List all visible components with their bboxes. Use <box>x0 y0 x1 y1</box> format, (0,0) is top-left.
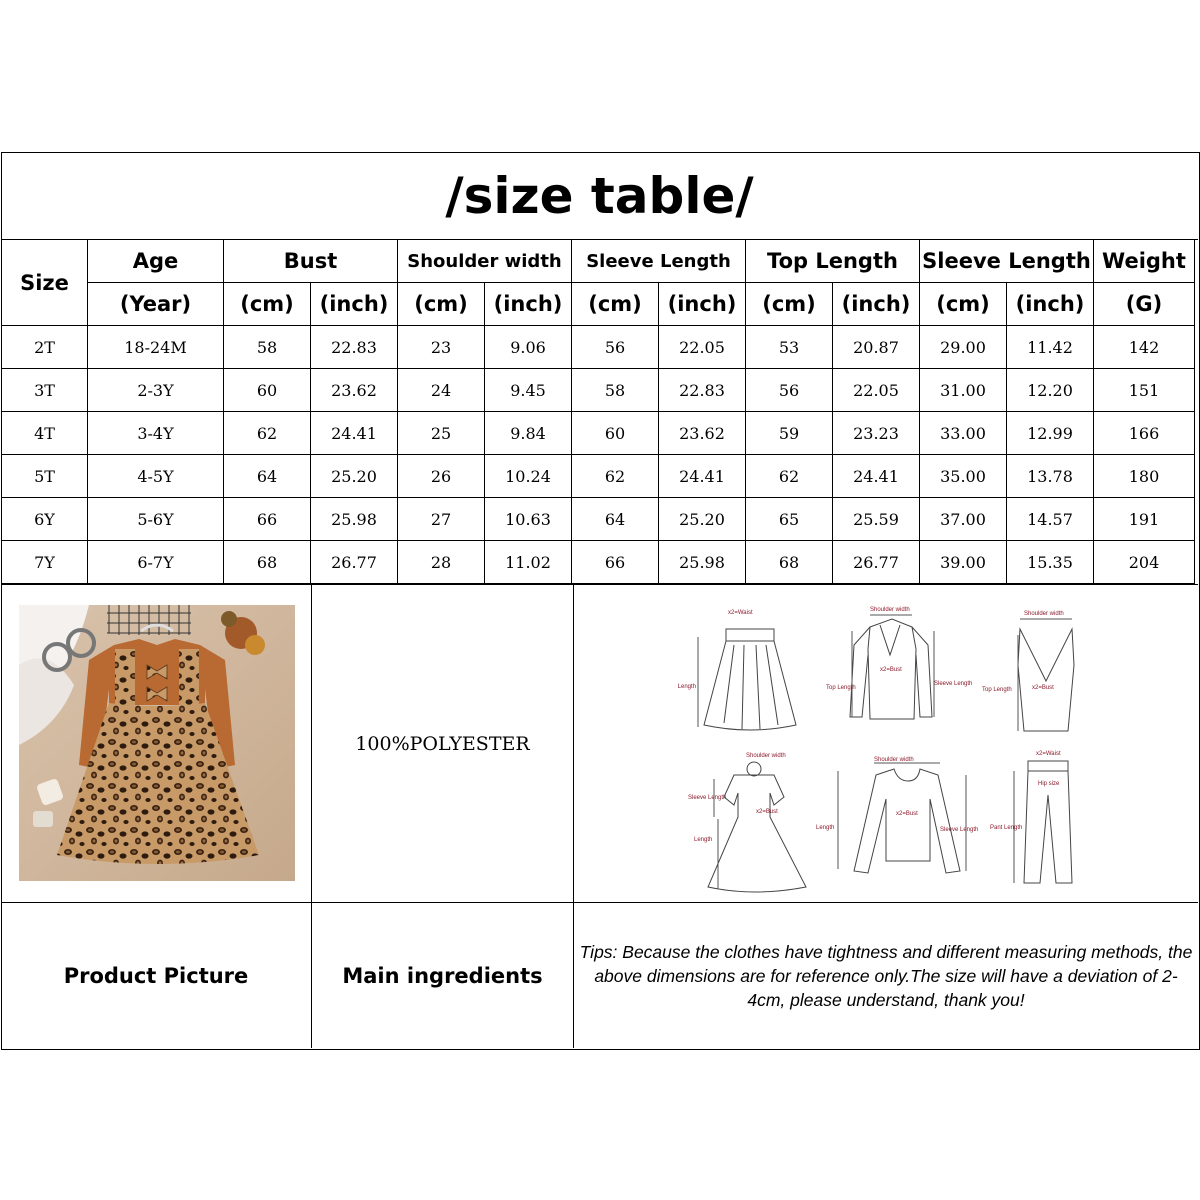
sleeve-length-header: Sleeve Length <box>572 240 746 283</box>
table-cell: 15.35 <box>1007 541 1094 584</box>
table-cell: 180 <box>1094 455 1195 498</box>
table-cell: 59 <box>746 412 833 455</box>
pants-hip-label: Hip size <box>1038 781 1060 787</box>
material-text: 100%POLYESTER <box>355 732 530 755</box>
skirt-waist-label: x2=Waist <box>728 610 753 616</box>
table-cell: 9.45 <box>485 369 572 412</box>
table-cell: 24.41 <box>311 412 398 455</box>
sweater-length-label: Length <box>816 825 835 831</box>
table-cell: 11.42 <box>1007 326 1094 369</box>
table-cell: 11.02 <box>485 541 572 584</box>
table-cell: 166 <box>1094 412 1195 455</box>
jacket-top-length-label: Top Length <box>826 685 856 691</box>
sleeve-2-inch-unit: (inch) <box>1007 283 1094 326</box>
table-cell: 26.77 <box>833 541 920 584</box>
measurement-diagram-cell <box>573 584 1198 902</box>
sleeve-2-cm-unit: (cm) <box>920 283 1007 326</box>
table-cell: 23.23 <box>833 412 920 455</box>
top-length-inch-unit: (inch) <box>833 283 920 326</box>
skirt-length-label: Length <box>677 684 696 690</box>
header-row-units <box>2 283 1195 326</box>
top-length-header: Top Length <box>746 240 920 283</box>
table-cell: 10.63 <box>485 498 572 541</box>
table-cell: 58 <box>224 326 311 369</box>
table-cell: 191 <box>1094 498 1195 541</box>
table-cell: 6-7Y <box>88 541 224 584</box>
table-cell: 204 <box>1094 541 1195 584</box>
table-cell: 66 <box>572 541 659 584</box>
table-cell: 24.41 <box>833 455 920 498</box>
table-cell: 12.20 <box>1007 369 1094 412</box>
table-cell: 29.00 <box>920 326 1007 369</box>
measurement-diagram <box>574 585 1199 903</box>
bust-header: Bust <box>224 240 398 283</box>
pants-waist-label: x2=Waist <box>1036 751 1061 757</box>
bust-cm-unit: (cm) <box>224 283 311 326</box>
jacket-bust-label: x2=Bust <box>880 667 902 673</box>
product-photo-cell <box>1 584 311 902</box>
table-cell: 26.77 <box>311 541 398 584</box>
sleeve-cm-unit: (cm) <box>572 283 659 326</box>
table-cell: 2-3Y <box>88 369 224 412</box>
table-cell: 68 <box>224 541 311 584</box>
table-cell: 9.84 <box>485 412 572 455</box>
table-cell: 25 <box>398 412 485 455</box>
dress-length-label: Length <box>694 837 713 843</box>
table-cell: 151 <box>1094 369 1195 412</box>
table-cell: 60 <box>572 412 659 455</box>
jacket-shoulder-label: Shoulder width <box>870 607 910 613</box>
vest-bust-label: x2=Bust <box>1032 685 1054 691</box>
table-cell: 3-4Y <box>88 412 224 455</box>
table-cell: 56 <box>572 326 659 369</box>
table-cell: 25.20 <box>659 498 746 541</box>
dress-shoulder-label: Shoulder width <box>746 753 786 759</box>
pants-length-label: Pant Length <box>990 825 1023 831</box>
jacket-sleeve-label: Sleeve Length <box>934 681 973 687</box>
table-cell: 62 <box>224 412 311 455</box>
table-cell: 37.00 <box>920 498 1007 541</box>
weight-header: Weight <box>1094 240 1195 283</box>
top-length-cm-unit: (cm) <box>746 283 833 326</box>
table-cell: 5-6Y <box>88 498 224 541</box>
material-cell <box>311 584 573 902</box>
bust-inch-unit: (inch) <box>311 283 398 326</box>
table-cell: 13.78 <box>1007 455 1094 498</box>
skirt-diagram <box>698 629 796 730</box>
table-cell: 25.20 <box>311 455 398 498</box>
info-section <box>1 584 1198 1048</box>
table-cell: 33.00 <box>920 412 1007 455</box>
table-cell: 68 <box>746 541 833 584</box>
table-cell: 25.98 <box>311 498 398 541</box>
table-cell: 12.99 <box>1007 412 1094 455</box>
size-table <box>1 239 1195 584</box>
table-cell: 3T <box>2 369 88 412</box>
main-ingredients-label: Main ingredients <box>311 902 573 1048</box>
sweater-shoulder-label: Shoulder width <box>874 757 914 763</box>
table-cell: 31.00 <box>920 369 1007 412</box>
table-cell: 65 <box>746 498 833 541</box>
table-cell: 23.62 <box>659 412 746 455</box>
table-cell: 24.41 <box>659 455 746 498</box>
table-cell: 58 <box>572 369 659 412</box>
table-row <box>2 369 1195 412</box>
table-cell: 10.24 <box>485 455 572 498</box>
sleeve-inch-unit: (inch) <box>659 283 746 326</box>
size-table-body <box>2 326 1195 584</box>
table-cell: 23 <box>398 326 485 369</box>
table-row <box>2 541 1195 584</box>
size-chart-sheet <box>0 152 1200 1050</box>
table-cell: 23.62 <box>311 369 398 412</box>
sweater-sleeve-label: Sleeve Length <box>940 827 979 833</box>
vest-diagram <box>1018 619 1074 731</box>
sweater-diagram <box>838 763 966 873</box>
table-cell: 56 <box>746 369 833 412</box>
table-row <box>2 498 1195 541</box>
table-cell: 22.83 <box>659 369 746 412</box>
chart-title: /size table/ <box>1 152 1198 240</box>
table-cell: 25.98 <box>659 541 746 584</box>
dress-diagram <box>708 762 806 892</box>
table-cell: 5T <box>2 455 88 498</box>
table-cell: 64 <box>572 498 659 541</box>
age-header: Age <box>88 240 224 283</box>
table-cell: 62 <box>746 455 833 498</box>
table-cell: 27 <box>398 498 485 541</box>
tips-note: Tips: Because the clothes have tightness and different measuring methods, the above dimensions are for reference only.The size will have a deviation of 2-4cm, please understand, thank you! <box>573 902 1198 1048</box>
table-cell: 62 <box>572 455 659 498</box>
table-cell: 22.05 <box>659 326 746 369</box>
table-row <box>2 412 1195 455</box>
table-cell: 28 <box>398 541 485 584</box>
weight-unit: (G) <box>1094 283 1195 326</box>
table-cell: 35.00 <box>920 455 1007 498</box>
shoulder-width-header: Shoulder width <box>398 240 572 283</box>
table-cell: 24 <box>398 369 485 412</box>
table-cell: 64 <box>224 455 311 498</box>
table-cell: 22.83 <box>311 326 398 369</box>
table-cell: 26 <box>398 455 485 498</box>
header-row-labels <box>2 240 1195 283</box>
table-cell: 66 <box>224 498 311 541</box>
table-cell: 9.06 <box>485 326 572 369</box>
table-cell: 25.59 <box>833 498 920 541</box>
sleeve-length-2-header: Sleeve Length <box>920 240 1094 283</box>
table-cell: 4T <box>2 412 88 455</box>
dress-sleeve-label: Sleeve Length <box>688 795 727 801</box>
product-picture-label: Product Picture <box>1 902 311 1048</box>
vest-shoulder-label: Shoulder width <box>1024 611 1064 617</box>
shoulder-inch-unit: (inch) <box>485 283 572 326</box>
table-cell: 20.87 <box>833 326 920 369</box>
table-cell: 7Y <box>2 541 88 584</box>
table-cell: 2T <box>2 326 88 369</box>
table-row <box>2 455 1195 498</box>
vest-top-length-label: Top Length <box>982 687 1012 693</box>
table-cell: 4-5Y <box>88 455 224 498</box>
product-photo <box>19 605 295 881</box>
dress-bust-label: x2=Bust <box>756 809 778 815</box>
table-cell: 14.57 <box>1007 498 1094 541</box>
table-cell: 18-24M <box>88 326 224 369</box>
pants-diagram <box>1014 761 1072 883</box>
age-unit: (Year) <box>88 283 224 326</box>
table-row <box>2 326 1195 369</box>
table-cell: 6Y <box>2 498 88 541</box>
table-cell: 22.05 <box>833 369 920 412</box>
size-column-header: Size <box>2 240 88 326</box>
table-cell: 53 <box>746 326 833 369</box>
table-cell: 39.00 <box>920 541 1007 584</box>
shoulder-cm-unit: (cm) <box>398 283 485 326</box>
table-cell: 60 <box>224 369 311 412</box>
sweater-bust-label: x2=Bust <box>896 811 918 817</box>
table-cell: 142 <box>1094 326 1195 369</box>
